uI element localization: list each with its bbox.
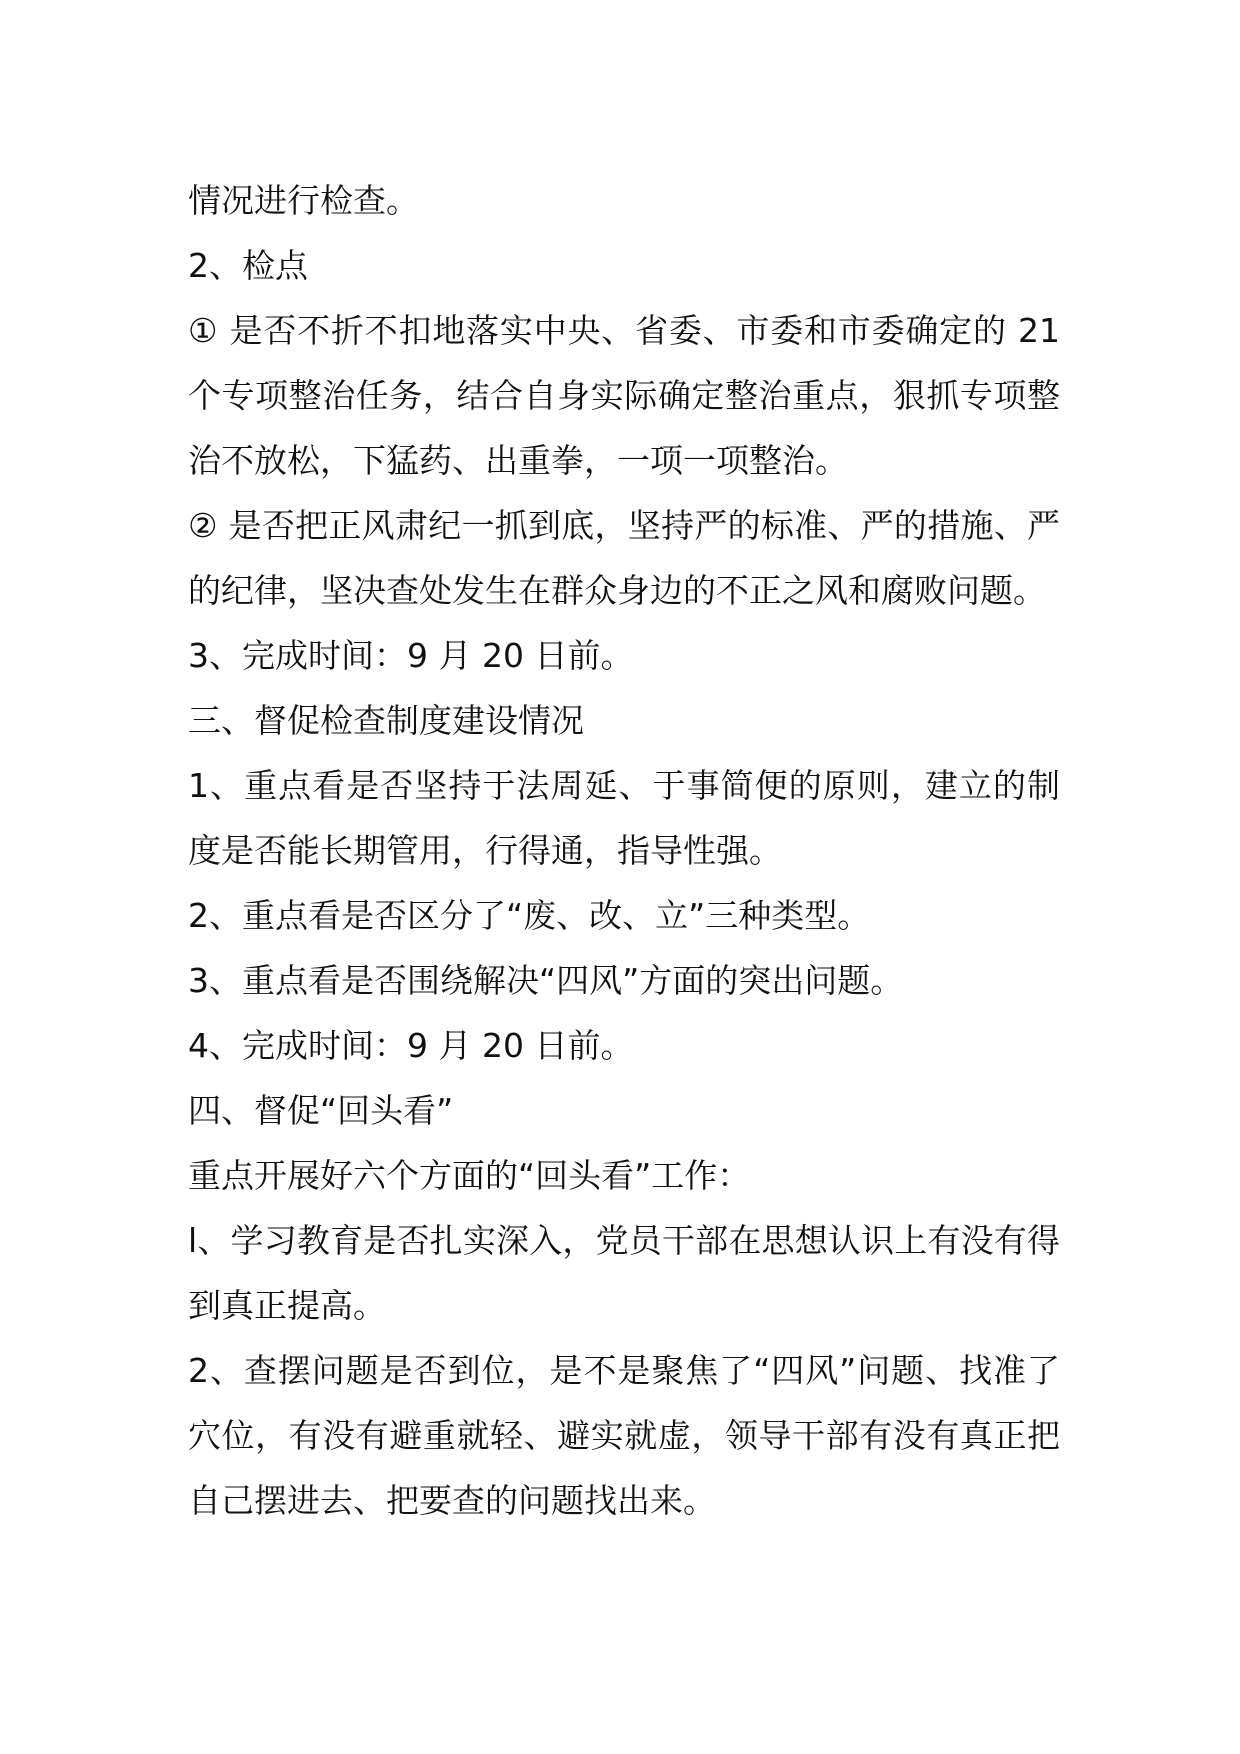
paragraph-item-1: ① 是否不折不扣地落实中央、省委、市委和市委确定的 21 个专项整治任务，结合自身实际确定整治重点，狠抓专项整治不放松，下猛药、出重拳，一项一项整治。 <box>188 311 1071 480</box>
paragraph-system-1: 1、重点看是否坚持于法周延、于事简便的原则，建立的制度是否能长期管用，行得通，指导性强。 <box>188 766 1060 870</box>
paragraph-deadline-2: 4、完成时间：9 月 20 日前。 <box>188 1026 634 1065</box>
paragraph-deadline-1: 3、完成时间：9 月 20 日前。 <box>188 636 634 675</box>
section-heading-3: 三、督促检查制度建设情况 <box>188 701 584 740</box>
paragraph-system-2: 2、重点看是否区分了“废、改、立”三种类型。 <box>188 896 871 935</box>
paragraph-system-3: 3、重点看是否围绕解决“四风”方面的突出问题。 <box>188 961 904 1000</box>
paragraph-review-1: l、学习教育是否扎实深入，党员干部在思想认识上有没有得到真正提高。 <box>188 1221 1060 1325</box>
paragraph-heading-check-points: 2、检点 <box>188 246 308 285</box>
document-body <box>188 168 1071 1533</box>
paragraph-item-2: ② 是否把正风肃纪一抓到底，坚持严的标准、严的措施、严的纪律，坚决查处发生在群众身边的不正之风和腐败问题。 <box>188 506 1060 610</box>
paragraph-review-2: 2、查摆问题是否到位，是不是聚焦了“四风”问题、找准了穴位，有没有避重就轻、避实就虚，领导干部有没有真正把自己摆进去、把要查的问题找出来。 <box>188 1351 1060 1520</box>
paragraph-continuation: 情况进行检查。 <box>188 181 419 220</box>
section-heading-4: 四、督促“回头看” <box>188 1091 454 1130</box>
paragraph-review-intro: 重点开展好六个方面的“回头看”工作： <box>188 1156 751 1195</box>
